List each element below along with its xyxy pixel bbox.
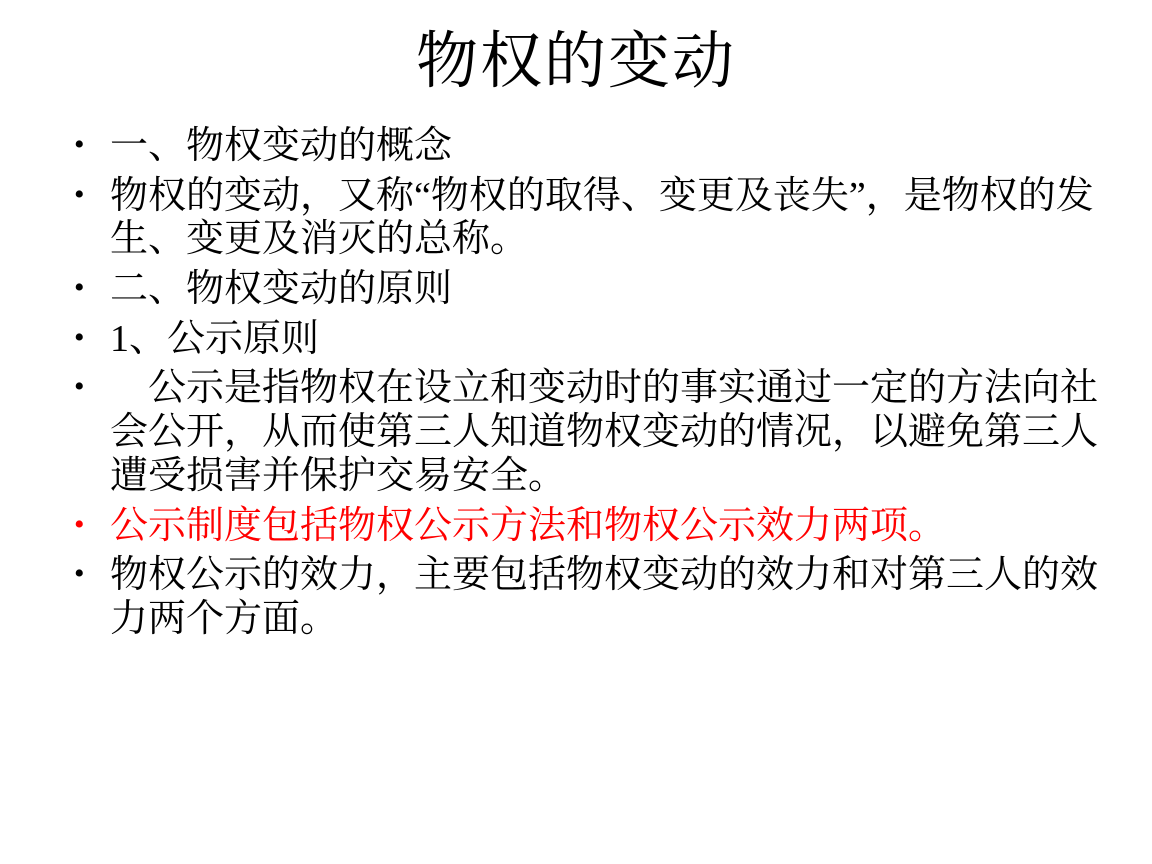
list-item [62, 175, 1102, 262]
list-item [62, 554, 1102, 641]
list-item [62, 268, 1102, 312]
page-title: 物权的变动 [415, 28, 736, 96]
list-item-text: • 物权公示的效力，主要包括物权变动的效力和对第三人的效力两个方面。 [110, 554, 1099, 640]
list-item [62, 367, 1102, 498]
list-item-text: • 二、物权变动的原则 [110, 268, 453, 311]
list-item-text: • 公示是指物权在设立和变动时的事实通过一定的方法向社会公开，从而使第三人知道物权变动的情况，以避免第三人遭受损害并保护交易安全。 [110, 367, 1099, 497]
list-item-text: • 公示制度包括物权公示方法和物权公示效力两项。 [110, 504, 947, 547]
bullet-list [62, 125, 1102, 648]
list-item [62, 125, 1102, 169]
list-item-text: • 物权的变动，又称“物权的取得、变更及丧失”，是物权的发生、变更及消灭的总称。 [110, 174, 1094, 261]
list-item-highlighted [62, 505, 1102, 549]
list-item [62, 318, 1102, 362]
list-item-text: • 1、公示原则 [110, 317, 320, 360]
list-item-text: • 一、物权变动的概念 [110, 125, 453, 167]
